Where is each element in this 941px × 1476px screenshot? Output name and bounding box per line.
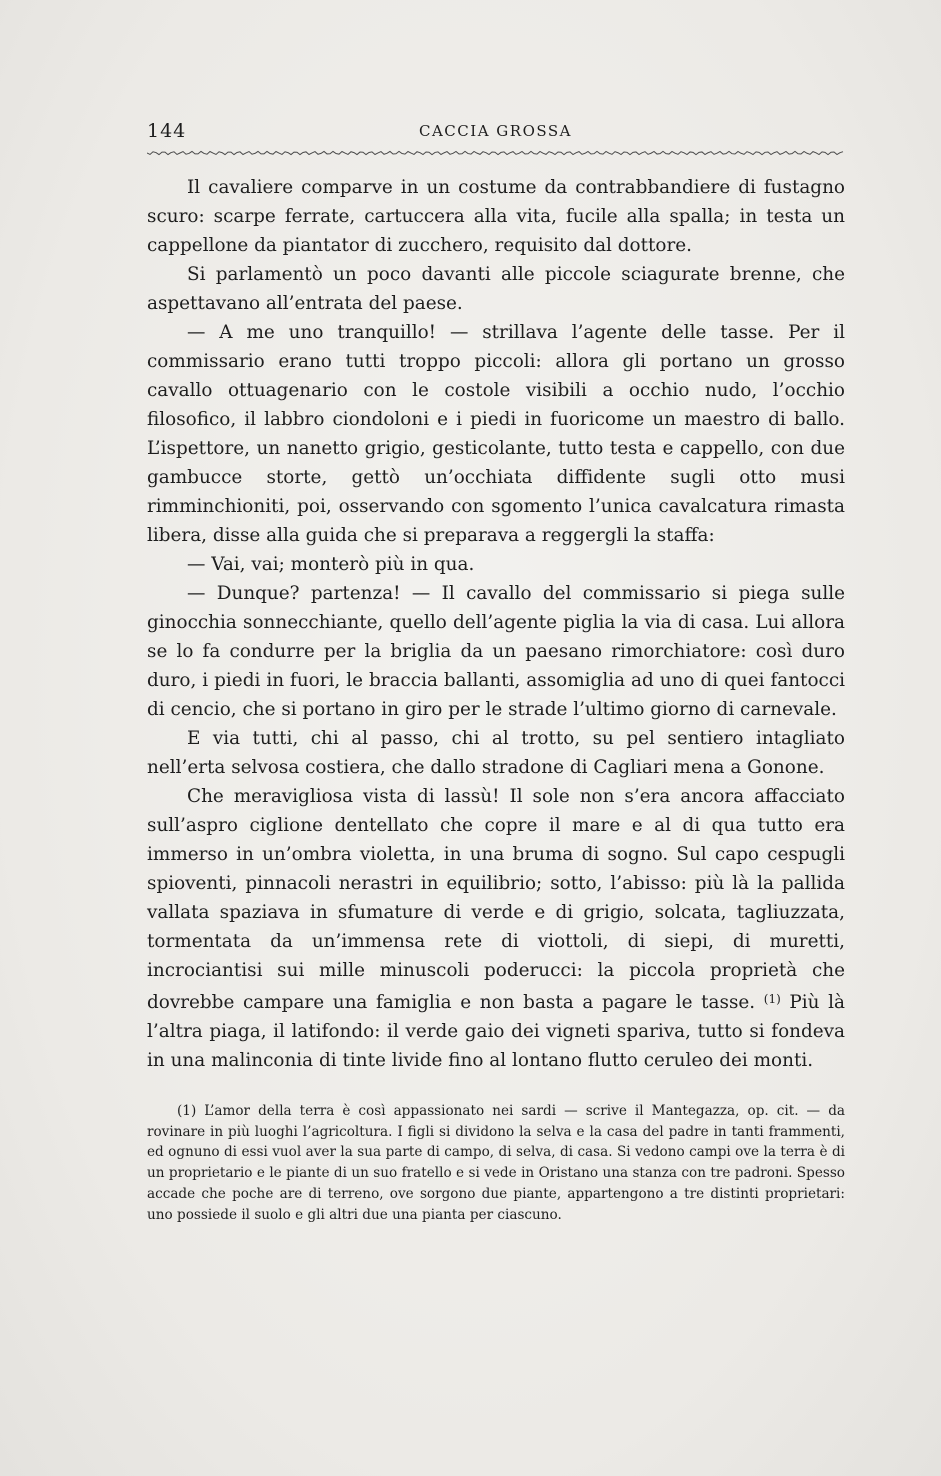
paragraph: Il cavaliere comparve in un costume da contrabbandiere di fustagno scuro: scarpe ferrate, cartuccera alla vita, fucile alla spalla; in testa un cappellone da piantator di zucchero, requisito dal dottore. — [147, 177, 845, 256]
wavy-rule-divider — [147, 148, 844, 158]
paragraph: Si parlamentò un poco davanti alle piccole sciagurate brenne, che aspettavano all’entrata del paese. — [147, 264, 845, 314]
page-header — [147, 120, 844, 146]
paragraph-text: Più là l’altra piaga, il latifondo: il verde gaio dei vigneti spariva, tutto si fondeva in una malinconia di tinte livide fino al lontano flutto ceruleo dei monti. — [147, 992, 845, 1071]
footnote — [147, 1101, 845, 1225]
footnote-text: (1) L’amor della terra è così appassionato nei sardi — scrive il Mantegazza, op. cit. — da rovinare in più luoghi l’agricoltura. I figli si dividono la selva e la casa del padre in tanti frammenti, ed ognuno di essi vuol aver la sua parte di campo, di selva, di casa. Si vedono campi ove la terra è di un proprietario e le piante di un suo fratello e si vede in Oristano una stanza con tre padroni. Spesso accade che poche are di terreno, ove sorgono due piante, appartengono a tre distinti proprietari: uno possiede il suolo e gli altri due una pianta per ciascuno. — [147, 1103, 845, 1223]
paragraph: — A me uno tranquillo! — strillava l’agente delle tasse. Per il commissario erano tutti troppo piccoli: allora gli portano un grosso cavallo ottuagenario con le costole visibili a occhio nudo, l’occhio filosofico, il labbro ciondoloni e i piedi in fuoricome un maestro di ballo. L’ispettore, un nanetto grigio, gesticolante, tutto testa e cappello, con due gambucce storte, gettò un’occhiata diffidente sugli otto musi rimminchioniti, poi, osservando con sgomento l’unica cavalcatura rimasta libera, disse alla guida che si preparava a reggergli la staffa: — [147, 322, 845, 546]
body-text — [147, 173, 845, 1075]
paragraph: — Vai, vai; monterò più in qua. — [187, 554, 475, 575]
paragraph: E via tutti, chi al passo, chi al trotto, su pel sentiero intagliato nell’erta selvosa costiera, che dallo stradone di Cagliari mena a Gonone. — [147, 728, 845, 778]
paragraph: — Dunque? partenza! — Il cavallo del commissario si piega sulle ginocchia sonnecchiante, quello dell’agente piglia la via di casa. Lui allora se lo fa condurre per la briglia da un paesano rimorchiatore: così duro duro, i piedi in fuori, le braccia ballanti, assomiglia ad uno di quei fantocci di cencio, che si portano in giro per le strade l’ultimo giorno di carnevale. — [147, 583, 845, 720]
footnote-reference[interactable]: (1) — [763, 992, 781, 1006]
running-title: CACCIA GROSSA — [419, 122, 572, 140]
paragraph-text: Che meravigliosa vista di lassù! Il sole non s’era ancora affacciato sull’aspro ciglione dentellato che copre il mare e al di qua tutto era immerso in un’ombra violetta, in una bruma di sogno. Sul capo cespugli spioventi, pinnacoli nerastri in equilibrio; sotto, l’abisso: più là la pallida vallata spaziava in sfumature di verde e di grigio, solcata, tagliuzzata, tormentata da un’immensa rete di viottoli, di siepi, di muretti, incrociantisi sui mille minuscoli poderucci: la piccola proprietà che dovrebbe campare una famiglia e non basta a pagare le tasse. — [147, 786, 845, 1013]
page-number: 144 — [147, 120, 187, 142]
paragraph — [147, 782, 845, 1075]
